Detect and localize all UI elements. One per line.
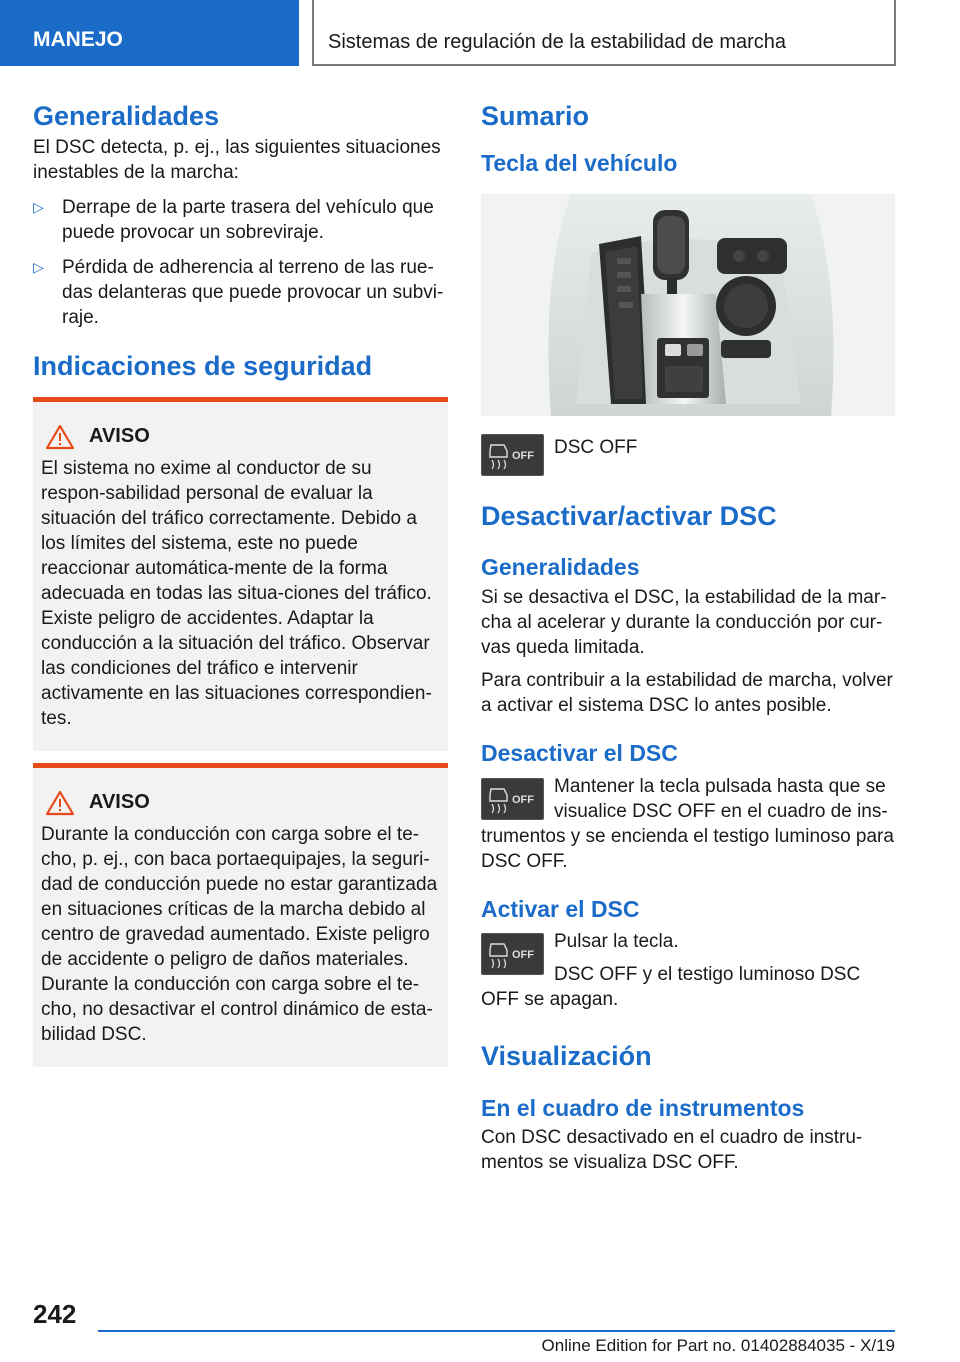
triangle-bullet-icon: ▷ xyxy=(33,199,44,216)
cuadro-heading: En el cuadro de instrumentos xyxy=(481,1094,805,1121)
warning-text: Durante la conducción con carga sobre el te-cho, p. ej., con baca portaequipajes, la seguri-dad de conducción puede no estar garantizada en situaciones críticas de la marcha debido al centro de gravedad aumentado. Existe peligro de accidente o peligro de daños materiales. Durante la conducción con carga sobre el te-cho, no desactivar el control dinámico de esta-bilidad DSC. xyxy=(41,823,438,1045)
dsc-off-button-icon xyxy=(481,434,544,476)
seguridad-heading: Indicaciones de seguridad xyxy=(33,351,373,382)
activar-p2: DSC OFF y el testigo luminoso DSC OFF se apagan. xyxy=(481,964,861,1011)
footer-divider xyxy=(98,1330,895,1332)
visualizacion-heading: Visualización xyxy=(481,1041,652,1072)
chapter-title: Sistemas de regulación de la estabilidad de marcha xyxy=(312,0,896,66)
skid-car-icon xyxy=(486,438,540,472)
section-tab: MANEJO xyxy=(0,0,299,66)
edition-note: Online Edition for Part no. 01402884035 - X/19 xyxy=(541,1336,895,1355)
right-column xyxy=(481,100,895,1175)
warning-box xyxy=(33,763,448,1067)
page-number: 242 xyxy=(33,1299,77,1329)
warning-text: El sistema no exime al conductor de su respon-sabilidad personal de evaluar la situación del tráfico correctamente. Debido a los límites del sistema, este no puede reaccionar automática-mente de la forma adecuada en todas las situa-ciones del tráfico. Existe peligro de accidentes. Adaptar la conducción a la situación del tráfico. Observar las condiciones del tráfico e intervenir activamente en las situaciones correspondien-tes. xyxy=(41,457,432,729)
activar-block xyxy=(481,929,895,1012)
cuadro-text: Con DSC desactivado en el cuadro de instru-mentos se visualiza DSC OFF. xyxy=(481,1127,863,1174)
left-column xyxy=(33,100,448,1067)
warning-title: AVISO xyxy=(89,425,150,448)
dsc-off-button-icon xyxy=(481,933,544,975)
generalidades-intro: El DSC detecta, p. ej., las siguientes situaciones inestables de la marcha: xyxy=(33,137,441,184)
skid-car-icon xyxy=(486,937,540,971)
warning-box xyxy=(33,397,448,751)
sumario-heading: Sumario xyxy=(481,101,590,131)
warning-header xyxy=(41,424,440,450)
button-label: OFF xyxy=(511,449,534,462)
dsc-off-button-icon xyxy=(481,778,544,820)
warning-header xyxy=(41,790,440,816)
triangle-bullet-icon: ▷ xyxy=(33,259,44,276)
desactivar-text: Mantener la tecla pulsada hasta que se visualice DSC OFF en el cuadro de ins-trumentos y se encienda el testigo luminoso para DSC OFF. xyxy=(481,775,894,872)
generalidades-p2: Para contribuir a la estabilidad de marcha, volver a activar el sistema DSC lo antes posible. xyxy=(481,669,893,716)
tecla-heading: Tecla del vehículo xyxy=(481,150,678,177)
generalidades-subheading: Generalidades xyxy=(481,554,640,581)
warning-triangle-icon xyxy=(45,424,75,450)
warning-triangle-icon xyxy=(45,790,75,816)
dsc-button-row xyxy=(481,434,895,476)
desactivar-heading: Desactivar el DSC xyxy=(481,739,678,766)
bullet-text: Derrape de la parte trasera del vehículo que puede provocar un sobreviraje. xyxy=(62,197,434,244)
activar-p1: Pulsar la tecla. xyxy=(554,931,679,953)
bullet-text: Pérdida de adherencia al terreno de las rue-das delanteras que puede provocar un subvi-raje. xyxy=(62,257,444,329)
generalidades-p1: Si se desactiva el DSC, la estabilidad de la mar-cha al acelerar y durante la conducción por cur-vas queda limitada. xyxy=(481,586,887,658)
button-label: OFF xyxy=(511,949,534,962)
desactivar-block xyxy=(481,774,895,874)
desactivar-activar-heading: Desactivar/activar DSC xyxy=(481,500,777,531)
generalidades-heading: Generalidades xyxy=(33,101,220,131)
activar-heading: Activar el DSC xyxy=(481,895,640,922)
button-label: OFF xyxy=(511,793,534,806)
list-item xyxy=(33,255,448,330)
list-item xyxy=(33,195,448,245)
warning-title: AVISO xyxy=(89,791,150,814)
center-console-photo xyxy=(481,194,895,416)
dsc-off-label: DSC OFF xyxy=(554,436,638,458)
skid-car-icon xyxy=(486,782,540,816)
